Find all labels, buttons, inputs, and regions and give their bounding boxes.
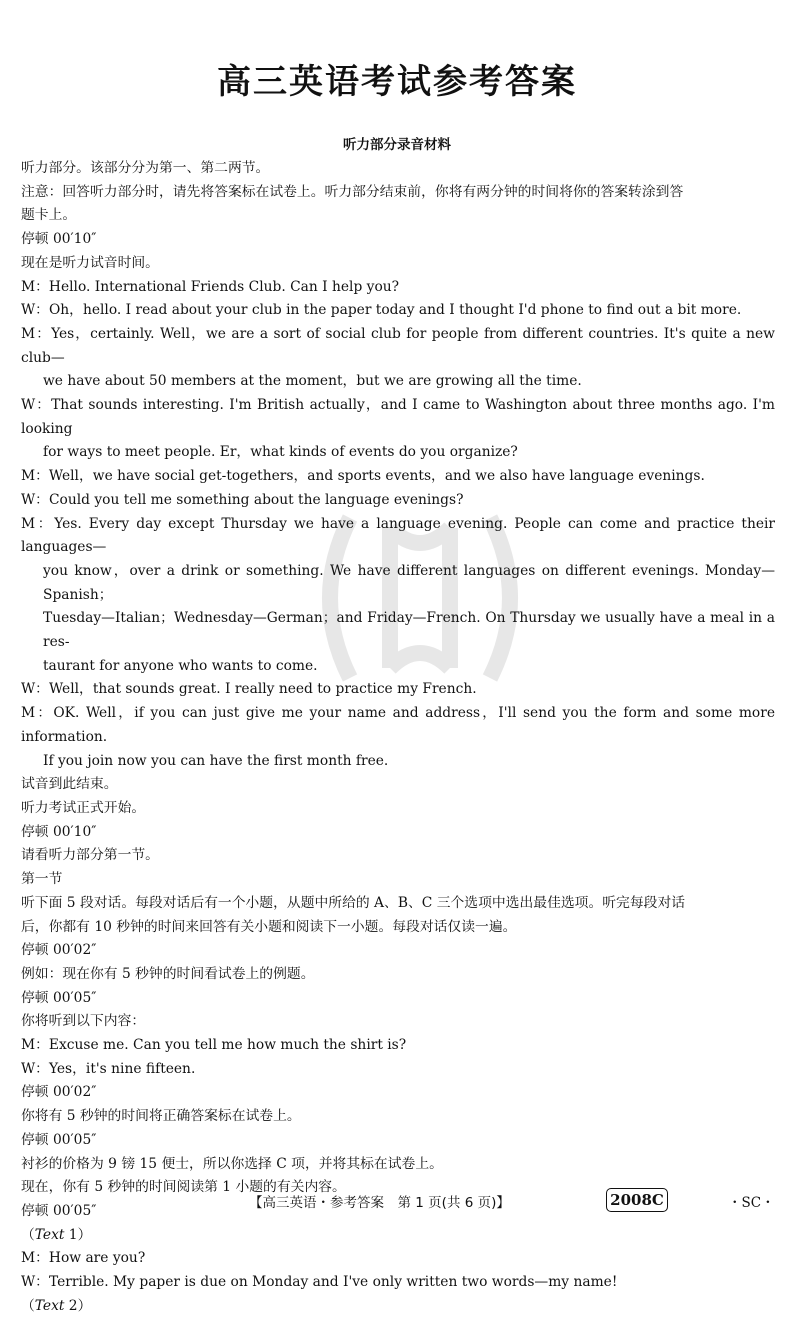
transcript-line: 现在是听力试音时间。	[21, 254, 159, 271]
text-label-number: 1）	[64, 1226, 92, 1243]
text-label-word: Text	[34, 1297, 65, 1314]
transcript-line: Tuesday—Italian；Wednesday—German；and Friday—French. On Thursday we usually have a meal in a res-	[43, 610, 775, 651]
text-label-open: （	[21, 1297, 35, 1314]
transcript-line: 停顿 00′10″	[21, 823, 97, 840]
transcript-line: 听下面 5 段对话。每段对话后有一个小题，从题中所给的 A、B、C 三个选项中选出最佳选项。听完每段对话	[21, 894, 686, 911]
transcript-line: you know，over a drink or something. We have different languages on different evenings. Monday—Spanish；	[43, 562, 775, 603]
transcript-line: W：Well，that sounds great. I really need to practice my French.	[21, 681, 477, 698]
transcript-line: W：That sounds interesting. I'm British actually，and I came to Washington about three months ago. I'm looking	[21, 397, 775, 437]
transcript-line: 注意：回答听力部分时，请先将答案标在试卷上。听力部分结束前，你将有两分钟的时间将你的答案转涂到答	[21, 183, 684, 200]
transcript-line: taurant for anyone who wants to come.	[43, 657, 318, 674]
transcript-line: W：Oh，hello. I read about your club in the paper today and I thought I'd phone to find out a bit more.	[21, 302, 742, 319]
text-label-word: Text	[34, 1226, 65, 1243]
transcript-line: 停顿 00′10″	[21, 231, 97, 248]
footer-page-info: 【高三英语・参考答案 第 1 页(共 6 页)】	[249, 1195, 510, 1211]
transcript-line: for ways to meet people. Er，what kinds of events do you organize?	[43, 444, 518, 461]
transcript-line: M：Hello. International Friends Club. Can I help you?	[21, 278, 400, 295]
transcript-line: M：OK. Well，if you can just give me your name and address，I'll send you the form and some more information.	[21, 705, 775, 745]
transcript-line: 停顿 00′02″	[21, 942, 97, 959]
page-footer	[0, 1188, 794, 1212]
section-subtitle: 听力部分录音材料	[343, 137, 451, 153]
transcript-line: 听力部分。该部分分为第一、第二两节。	[21, 160, 270, 176]
transcript-line: 例如：现在你有 5 秒钟的时间看试卷上的例题。	[21, 965, 315, 982]
transcript-line: M：Well，we have social get-togethers，and sports events，and we also have language evenings.	[21, 468, 705, 485]
transcript-line: W：Terrible. My paper is due on Monday and I've only written two words—my name!	[21, 1274, 618, 1291]
transcript-line: M：How are you?	[21, 1250, 146, 1267]
page-title: 高三英语考试参考答案	[217, 62, 577, 102]
transcript-line: 你将有 5 秒钟的时间将正确答案标在试卷上。	[21, 1108, 301, 1125]
transcript-line: 衬衫的价格为 9 镑 15 便士，所以你选择 C 项，并将其标在试卷上。	[21, 1155, 443, 1172]
transcript-line: 第一节	[21, 871, 63, 888]
text-label-open: （	[21, 1226, 35, 1243]
transcript-line: W：Could you tell me something about the language evenings?	[21, 491, 464, 508]
transcript-line: 停顿 00′05″	[21, 989, 97, 1006]
transcript-line: 题卡上。	[21, 207, 77, 224]
region-tag: ・SC・	[728, 1195, 775, 1211]
transcript-line: If you join now you can have the first month free.	[43, 752, 389, 769]
transcript-line: M：Yes，certainly. Well，we are a sort of social club for people from different countries. It's quite a new club—	[21, 325, 775, 366]
transcript-line: 听力考试正式开始。	[21, 799, 146, 816]
transcript-line: 请看听力部分第一节。	[21, 847, 159, 864]
transcript-line: 停顿 00′05″	[21, 1202, 97, 1219]
transcript-line: W：Yes，it's nine fifteen.	[21, 1060, 196, 1077]
transcript-line: M：Excuse me. Can you tell me how much the shirt is?	[21, 1037, 407, 1054]
text-label	[21, 1224, 775, 1248]
transcript-line: 后，你都有 10 秒钟的时间来回答有关小题和阅读下一小题。每段对话仅读一遍。	[21, 918, 517, 935]
text-label	[21, 1295, 775, 1318]
transcript-body	[21, 157, 775, 1318]
transcript-line: 试音到此结束。	[21, 776, 118, 793]
transcript-line: M：Yes. Every day except Thursday we have a language evening. People can come and practice their languages—	[21, 515, 775, 556]
transcript-line: 你将听到以下内容：	[21, 1013, 146, 1030]
transcript-line: we have about 50 members at the moment，but we are growing all the time.	[43, 373, 582, 390]
text-label-number: 2）	[64, 1297, 92, 1314]
transcript-line: 停顿 00′02″	[21, 1084, 97, 1101]
transcript-line: 停顿 00′05″	[21, 1131, 97, 1148]
transcript-line: 现在，你有 5 秒钟的时间阅读第 1 小题的有关内容。	[21, 1179, 346, 1196]
exam-code-badge: 2008C	[606, 1188, 668, 1212]
